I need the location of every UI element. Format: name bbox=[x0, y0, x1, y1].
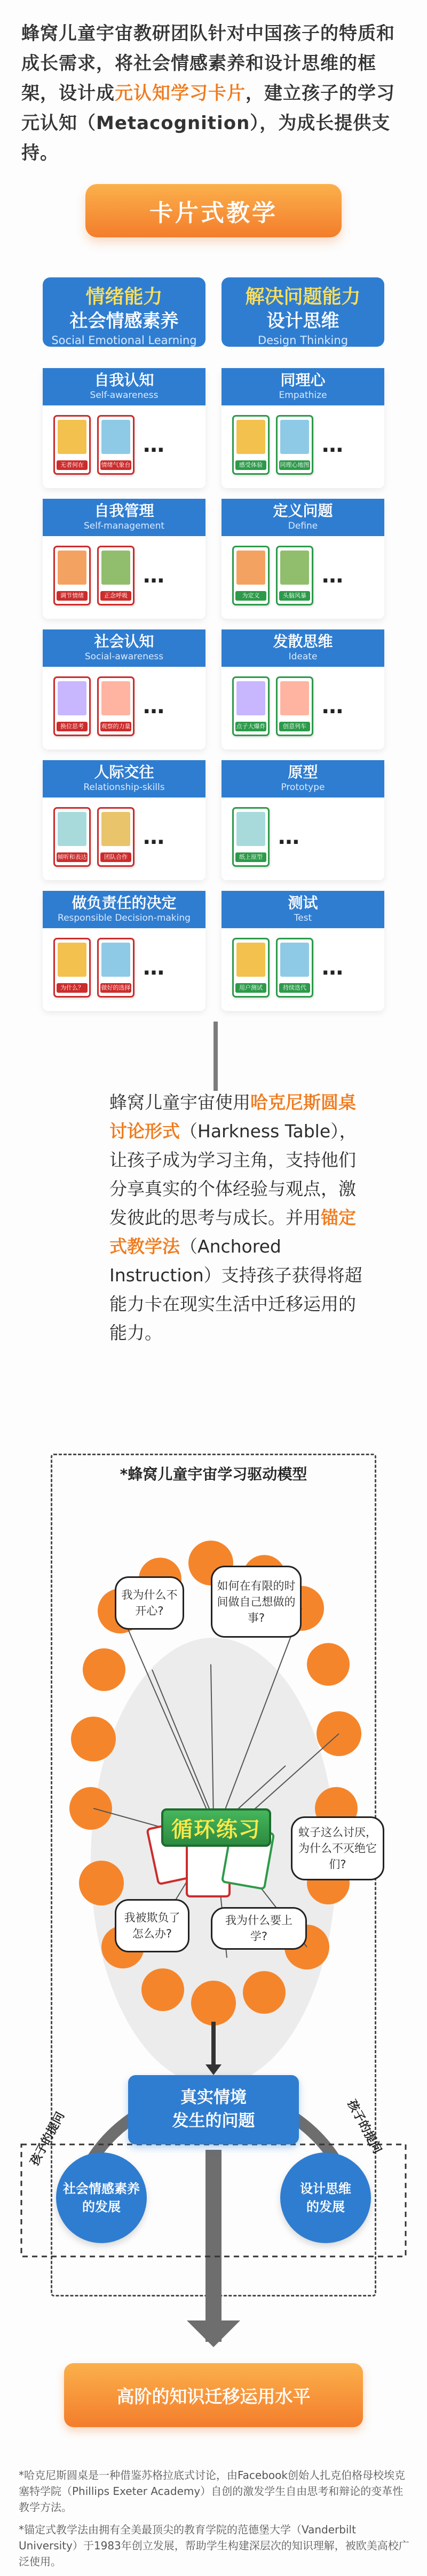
card-label: 为什么？ bbox=[57, 983, 88, 993]
skill-card[interactable] bbox=[232, 807, 270, 867]
card-group-header bbox=[222, 891, 384, 928]
card-group-english: Social-awareness bbox=[84, 651, 164, 662]
card-label: 创意列车 bbox=[279, 722, 310, 731]
card-illustration bbox=[280, 943, 309, 977]
card-illustration bbox=[58, 943, 86, 977]
question-bubble-2: 如何在有限的时间做自己想做的事? bbox=[211, 1566, 302, 1638]
card-group-right-2 bbox=[222, 629, 384, 749]
card-group-english: Responsible Decision-making bbox=[58, 913, 191, 923]
card-group-english: Define bbox=[288, 521, 318, 531]
card-group-right-1 bbox=[222, 499, 384, 619]
card-group-english: Ideate bbox=[288, 651, 318, 662]
card-label: 调节情绪 bbox=[57, 591, 88, 601]
card-label: 为定义 bbox=[235, 591, 266, 601]
card-group-header bbox=[43, 760, 205, 797]
card-group-right-3 bbox=[222, 760, 384, 880]
card-label: 团队合作 bbox=[100, 852, 131, 862]
question-bubble-3: 蚊子这么讨厌，为什么不灭绝它们? bbox=[291, 1816, 384, 1880]
skill-card[interactable] bbox=[53, 676, 91, 736]
card-group-english: Test bbox=[294, 913, 312, 923]
skill-card[interactable] bbox=[97, 546, 135, 605]
card-label: 点子大爆炸 bbox=[235, 722, 266, 731]
card-illustration bbox=[280, 681, 309, 715]
intro-highlight: 元认知学习卡片 bbox=[115, 83, 246, 104]
more-ellipsis: … bbox=[322, 563, 345, 588]
card-label: 做好的选择 bbox=[100, 983, 131, 993]
skill-card[interactable] bbox=[53, 807, 91, 867]
card-group-header bbox=[43, 368, 205, 405]
column-header-sel: 情绪能力 社会情感素养 Social Emotional Learning bbox=[43, 277, 205, 347]
card-group-header bbox=[43, 891, 205, 928]
card-label: 倾听和表达 bbox=[57, 852, 88, 862]
card-group-name: 自我管理 bbox=[94, 502, 154, 520]
card-illustration bbox=[280, 551, 309, 585]
card-label: 纸上原型 bbox=[235, 852, 266, 862]
card-group-left-2 bbox=[43, 629, 205, 749]
skill-card[interactable] bbox=[276, 546, 313, 605]
card-group-name: 定义问题 bbox=[273, 502, 333, 520]
skill-card[interactable] bbox=[97, 676, 135, 736]
card-group-right-0 bbox=[222, 368, 384, 488]
card-group-header bbox=[222, 760, 384, 797]
sel-development-disc: 社会情感素养 的发展 bbox=[56, 2152, 147, 2243]
card-label: 正念呼吸 bbox=[100, 591, 131, 601]
card-group-left-0 bbox=[43, 368, 205, 488]
card-group-header bbox=[222, 499, 384, 536]
skill-card[interactable] bbox=[276, 938, 313, 998]
skill-card[interactable] bbox=[276, 676, 313, 736]
card-group-left-3 bbox=[43, 760, 205, 880]
skill-card[interactable] bbox=[232, 938, 270, 998]
card-group-header bbox=[43, 629, 205, 667]
card-illustration bbox=[101, 420, 130, 454]
card-group-right-4 bbox=[222, 891, 384, 1011]
card-label: 无者何在 bbox=[57, 460, 88, 470]
more-ellipsis: … bbox=[322, 694, 345, 719]
card-illustration bbox=[58, 681, 86, 715]
card-illustration bbox=[101, 551, 130, 585]
more-ellipsis: … bbox=[322, 433, 345, 457]
card-label: 头脑风暴 bbox=[279, 591, 310, 601]
card-illustration bbox=[236, 551, 265, 585]
skill-card[interactable] bbox=[53, 546, 91, 605]
card-label: 情绪气象台 bbox=[100, 460, 131, 470]
model-title: *蜂窝儿童宇宙学习驱动模型 bbox=[120, 1465, 307, 1483]
design-thinking-development-disc: 设计思维 的发展 bbox=[280, 2152, 371, 2243]
card-illustration bbox=[236, 943, 265, 977]
intro-text: 蜂窝儿童宇宙教研团队针对中国孩子的特质和成长需求，将社会情感素养和设计思维的框架，设计成元认知学习卡片，建立孩子的学习元认知（Metacognition），为成长提供支持。 bbox=[21, 23, 395, 164]
card-group-header bbox=[43, 499, 205, 536]
more-ellipsis: … bbox=[143, 825, 166, 849]
question-bubble-4: 我被欺负了怎么办? bbox=[115, 1899, 189, 1952]
skill-card[interactable] bbox=[53, 415, 91, 475]
card-illustration bbox=[236, 681, 265, 715]
card-illustration bbox=[101, 681, 130, 715]
card-illustration bbox=[280, 420, 309, 454]
card-group-english: Empathize bbox=[279, 390, 327, 401]
card-illustration bbox=[236, 420, 265, 454]
card-group-english: Relationship-skills bbox=[83, 782, 165, 793]
card-group-name: 社会认知 bbox=[94, 633, 154, 650]
card-group-english: Self-management bbox=[83, 521, 165, 531]
section-banner: 卡片式教学 bbox=[85, 184, 342, 237]
card-group-name: 发散思维 bbox=[273, 633, 333, 650]
card-group-name: 测试 bbox=[288, 894, 318, 912]
card-group-name: 同理心 bbox=[280, 371, 326, 389]
connector-line bbox=[213, 1022, 218, 1091]
skill-card[interactable] bbox=[97, 807, 135, 867]
question-bubble-5: 我为什么要上学? bbox=[211, 1907, 307, 1950]
anchored-highlight: 锚定式教学法 bbox=[109, 1207, 356, 1257]
more-ellipsis: … bbox=[143, 563, 166, 588]
card-illustration bbox=[58, 551, 86, 585]
harkness-highlight: 哈克尼斯圆桌讨论形式 bbox=[109, 1092, 356, 1142]
card-group-name: 人际交往 bbox=[94, 763, 154, 781]
column-header-design-thinking: 解决问题能力 设计思维 Design Thinking bbox=[222, 277, 384, 347]
more-ellipsis: … bbox=[278, 825, 301, 849]
card-group-header bbox=[222, 629, 384, 667]
card-group-english: Prototype bbox=[281, 782, 325, 793]
left-question-label: 孩子的提问 bbox=[28, 2110, 68, 2168]
skill-card[interactable] bbox=[97, 938, 135, 998]
skill-card[interactable] bbox=[53, 938, 91, 998]
more-ellipsis: … bbox=[143, 694, 166, 719]
card-group-left-1 bbox=[43, 499, 205, 619]
footnote-harkness: *哈克尼斯圆桌是一种借鉴苏格拉底式讨论，由Facebook创始人扎克伯格母校埃克塞特学院（Phillips Exeter Academy）自创的激发学生自由思考和辩论的变革性教学方法。 bbox=[19, 2469, 405, 2514]
card-illustration bbox=[101, 812, 130, 846]
skill-card[interactable] bbox=[97, 415, 135, 475]
card-label: 用户测试 bbox=[235, 983, 266, 993]
skill-card[interactable] bbox=[232, 546, 270, 605]
card-illustration bbox=[58, 812, 86, 846]
question-bubble-1: 我为什么不开心? bbox=[115, 1576, 184, 1630]
skill-card[interactable] bbox=[232, 676, 270, 736]
card-group-name: 原型 bbox=[288, 763, 318, 781]
more-ellipsis: … bbox=[143, 433, 166, 457]
right-question-label: 孩子的提问 bbox=[344, 2098, 384, 2156]
card-label: 换位思考 bbox=[57, 722, 88, 731]
card-illustration bbox=[236, 812, 265, 846]
method-paragraph: 蜂窝儿童宇宙使用哈克尼斯圆桌讨论形式（Harkness Table），让孩子成为学习主角，支持他们分享真实的个体经验与观点，激发彼此的思考与成长。并用锚定式教学法（Anchored Instruction）支持孩子获得将超能力卡在现实生活中迁移运用的能力。 bbox=[109, 1092, 362, 1343]
card-illustration bbox=[58, 420, 86, 454]
final-level-box: 高阶的知识迁移运用水平 bbox=[64, 2363, 363, 2427]
card-label: 观察的力量 bbox=[100, 722, 131, 731]
footnotes bbox=[19, 2467, 411, 2576]
more-ellipsis: … bbox=[322, 955, 345, 980]
more-ellipsis: … bbox=[143, 955, 166, 980]
skill-card[interactable] bbox=[232, 415, 270, 475]
card-label: 感受体验 bbox=[235, 460, 266, 470]
card-label: 持续迭代 bbox=[279, 983, 310, 993]
card-group-english: Self-awareness bbox=[90, 390, 159, 401]
card-group-name: 自我认知 bbox=[94, 371, 154, 389]
loop-practice-label: 循环练习 bbox=[161, 1808, 271, 1847]
card-group-left-4 bbox=[43, 891, 205, 1011]
card-illustration bbox=[101, 943, 130, 977]
card-group-header bbox=[222, 368, 384, 405]
skill-card[interactable] bbox=[276, 415, 313, 475]
card-group-name: 做负责任的决定 bbox=[72, 894, 177, 912]
card-label: 同理心地图 bbox=[279, 460, 310, 470]
footnote-anchored: *锚定式教学法由拥有全美最顶尖的教育学院的范德堡大学（Vanderbilt University）于1983年创立发展，帮助学生构建深层次的知识理解，被欧美高校广泛使用。 bbox=[19, 2523, 409, 2568]
real-problem-box: 真实情境 发生的问题 bbox=[128, 2075, 299, 2144]
